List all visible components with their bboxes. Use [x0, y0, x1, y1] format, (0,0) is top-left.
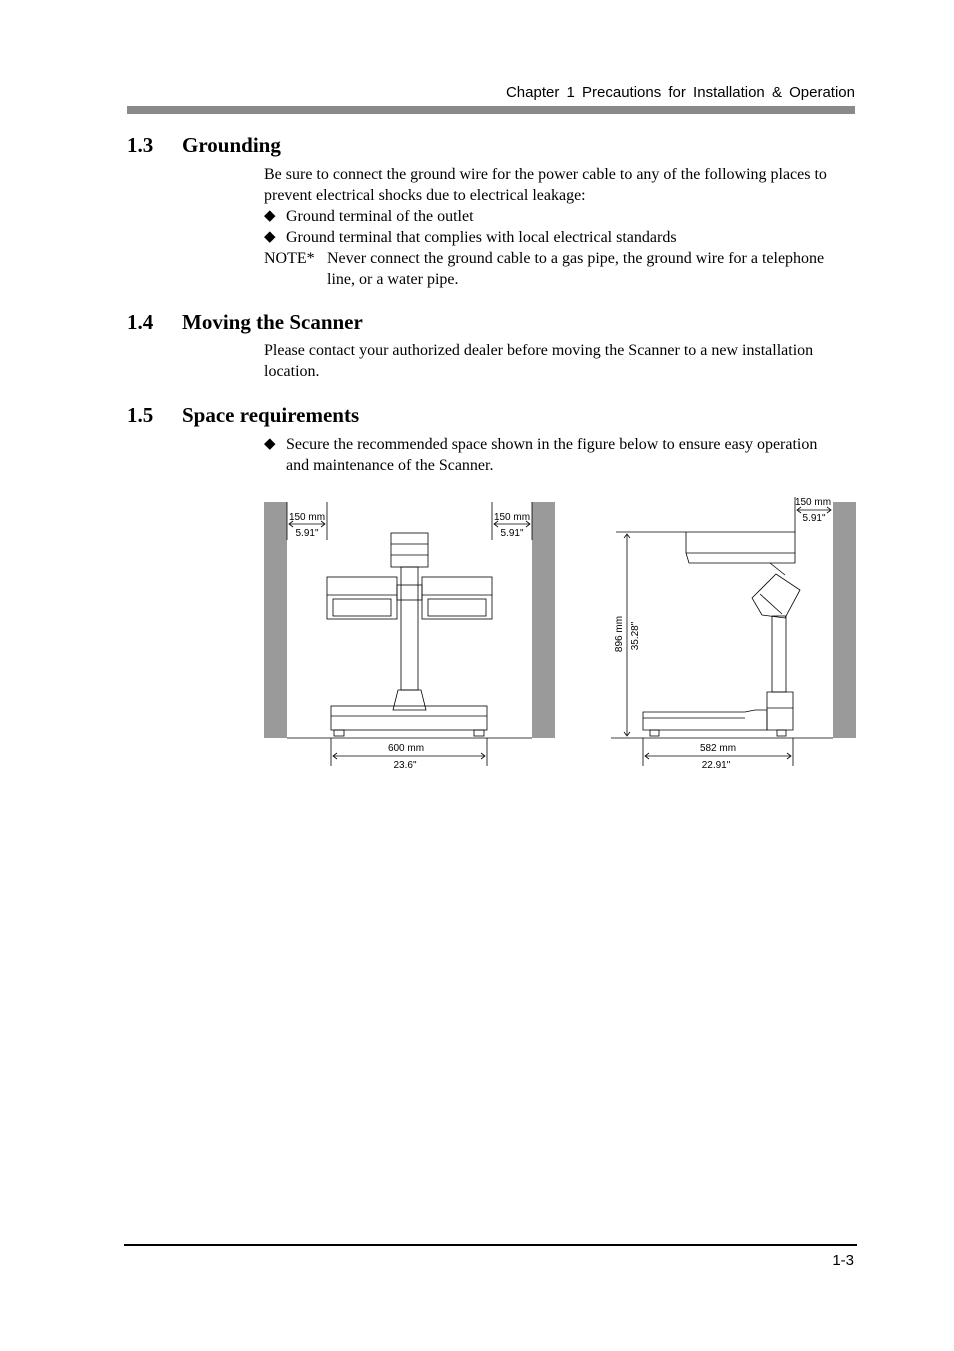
right-wall — [532, 502, 555, 738]
side-view — [611, 497, 856, 766]
list-item-text: Secure the recommended space shown in the figure below to ensure easy operation and maintenance of the Scanner. — [286, 436, 818, 474]
list-item-text: Ground terminal of the outlet — [286, 208, 474, 225]
running-head: Chapter 1 Precautions for Installation & Operation — [505, 84, 855, 101]
grounding-paragraph: Be sure to connect the ground wire for the power cable to any of the following places to prevent electrical shocks due to electrical leakage: — [264, 166, 827, 204]
height-mm-label: 896 mm — [614, 615, 625, 653]
scanner-front-drawing — [327, 533, 492, 736]
height-in-label: 35.28" — [630, 621, 641, 651]
section-heading-grounding — [127, 133, 281, 158]
list-item-text: Ground terminal that complies with local electrical standards — [286, 229, 677, 246]
rear-wall — [833, 502, 856, 738]
left-clearance-in-label: 5.91" — [295, 528, 319, 539]
left-clearance-mm-label: 150 mm — [288, 512, 326, 523]
rear-clearance-mm-label: 150 mm — [794, 497, 832, 508]
space-diagram — [255, 495, 865, 780]
right-clearance-in-label: 5.91" — [500, 528, 524, 539]
diamond-bullet-icon: ◆ — [264, 229, 276, 245]
note-label: NOTE* — [264, 250, 315, 267]
left-wall — [264, 502, 287, 738]
list-item — [264, 206, 844, 227]
section-heading-moving — [127, 310, 363, 335]
front-width-mm-label: 600 mm — [387, 743, 425, 754]
footer-rule — [124, 1244, 857, 1246]
grounding-body — [264, 164, 844, 290]
section-title: Space requirements — [182, 403, 360, 427]
space-requirements-figure — [255, 495, 865, 780]
page-number: 1-3 — [832, 1252, 854, 1269]
scanner-side-drawing — [643, 532, 800, 736]
diamond-bullet-icon: ◆ — [264, 208, 276, 224]
note-text: Never connect the ground cable to a gas pipe, the ground wire for a telephone line, or a water pipe. — [327, 250, 825, 288]
section-number: 1.4 — [127, 310, 154, 334]
section-title: Grounding — [182, 133, 281, 157]
list-item — [264, 434, 824, 476]
section-title: Moving the Scanner — [182, 310, 363, 334]
side-depth-mm-label: 582 mm — [699, 743, 737, 754]
note — [264, 248, 844, 290]
front-width-in-label: 23.6" — [393, 760, 417, 771]
section-number: 1.5 — [127, 403, 154, 427]
right-clearance-mm-label: 150 mm — [493, 512, 531, 523]
diamond-bullet-icon: ◆ — [264, 436, 276, 452]
section-heading-space — [127, 403, 359, 428]
header-rule — [127, 106, 855, 114]
moving-paragraph: Please contact your authorized dealer before moving the Scanner to a new installation location. — [264, 342, 814, 380]
section-number: 1.3 — [127, 133, 154, 157]
list-item — [264, 227, 844, 248]
side-depth-in-label: 22.91" — [701, 760, 731, 771]
front-view — [264, 502, 555, 766]
space-body — [264, 434, 824, 476]
rear-clearance-in-label: 5.91" — [802, 513, 826, 524]
